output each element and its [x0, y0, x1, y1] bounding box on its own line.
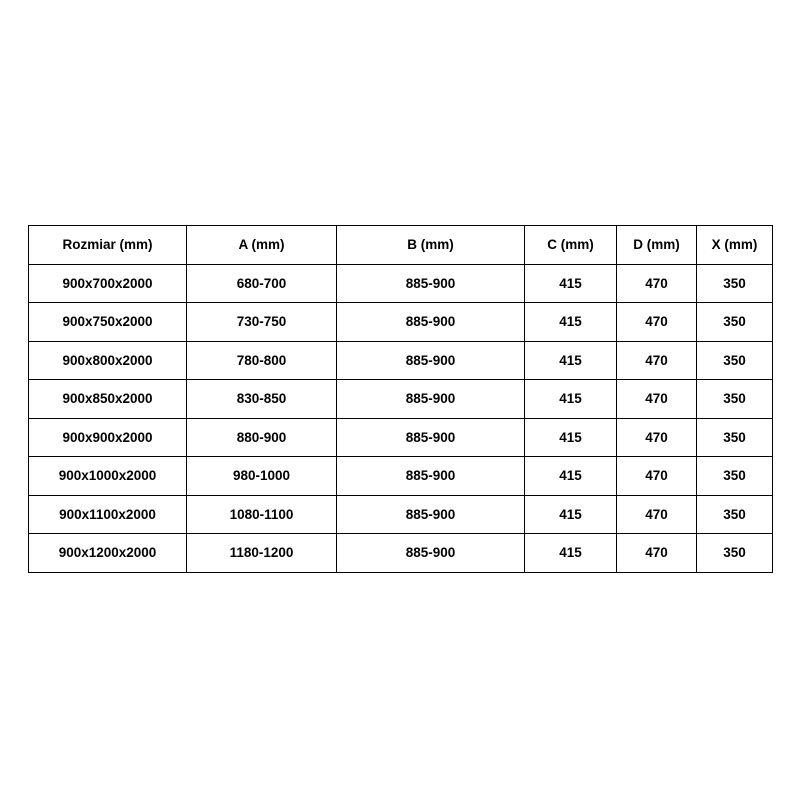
cell-b: 885-900 [337, 380, 525, 419]
cell-b: 885-900 [337, 534, 525, 573]
table-row [29, 495, 773, 534]
column-header-d: D (mm) [617, 226, 697, 265]
cell-rozmiar: 900x800x2000 [29, 341, 187, 380]
cell-c: 415 [525, 457, 617, 496]
cell-c: 415 [525, 380, 617, 419]
cell-x: 350 [697, 341, 773, 380]
cell-b: 885-900 [337, 418, 525, 457]
table-row [29, 303, 773, 342]
column-header-c: C (mm) [525, 226, 617, 265]
cell-b: 885-900 [337, 341, 525, 380]
cell-c: 415 [525, 495, 617, 534]
cell-c: 415 [525, 534, 617, 573]
cell-a: 730-750 [187, 303, 337, 342]
cell-b: 885-900 [337, 264, 525, 303]
cell-rozmiar: 900x750x2000 [29, 303, 187, 342]
cell-x: 350 [697, 495, 773, 534]
cell-rozmiar: 900x700x2000 [29, 264, 187, 303]
table-body [29, 264, 773, 572]
cell-d: 470 [617, 303, 697, 342]
cell-b: 885-900 [337, 457, 525, 496]
cell-a: 880-900 [187, 418, 337, 457]
cell-a: 1180-1200 [187, 534, 337, 573]
table-row [29, 418, 773, 457]
cell-a: 680-700 [187, 264, 337, 303]
table-header-row [29, 226, 773, 265]
cell-d: 470 [617, 341, 697, 380]
cell-d: 470 [617, 457, 697, 496]
cell-b: 885-900 [337, 303, 525, 342]
cell-x: 350 [697, 418, 773, 457]
cell-a: 780-800 [187, 341, 337, 380]
cell-rozmiar: 900x850x2000 [29, 380, 187, 419]
cell-rozmiar: 900x1000x2000 [29, 457, 187, 496]
cell-rozmiar: 900x1200x2000 [29, 534, 187, 573]
cell-x: 350 [697, 303, 773, 342]
cell-a: 980-1000 [187, 457, 337, 496]
cell-a: 1080-1100 [187, 495, 337, 534]
table-row [29, 380, 773, 419]
cell-c: 415 [525, 264, 617, 303]
column-header-a: A (mm) [187, 226, 337, 265]
table-row [29, 264, 773, 303]
table-row [29, 534, 773, 573]
cell-b: 885-900 [337, 495, 525, 534]
cell-x: 350 [697, 457, 773, 496]
table-header [29, 226, 773, 265]
cell-c: 415 [525, 341, 617, 380]
cell-rozmiar: 900x900x2000 [29, 418, 187, 457]
cell-c: 415 [525, 418, 617, 457]
specification-table [28, 225, 773, 573]
table-row [29, 457, 773, 496]
column-header-rozmiar: Rozmiar (mm) [29, 226, 187, 265]
cell-a: 830-850 [187, 380, 337, 419]
cell-rozmiar: 900x1100x2000 [29, 495, 187, 534]
cell-d: 470 [617, 534, 697, 573]
cell-x: 350 [697, 264, 773, 303]
specification-table-container [28, 225, 772, 573]
column-header-x: X (mm) [697, 226, 773, 265]
cell-x: 350 [697, 380, 773, 419]
cell-d: 470 [617, 495, 697, 534]
cell-x: 350 [697, 534, 773, 573]
cell-d: 470 [617, 264, 697, 303]
cell-d: 470 [617, 380, 697, 419]
cell-d: 470 [617, 418, 697, 457]
table-row [29, 341, 773, 380]
column-header-b: B (mm) [337, 226, 525, 265]
cell-c: 415 [525, 303, 617, 342]
